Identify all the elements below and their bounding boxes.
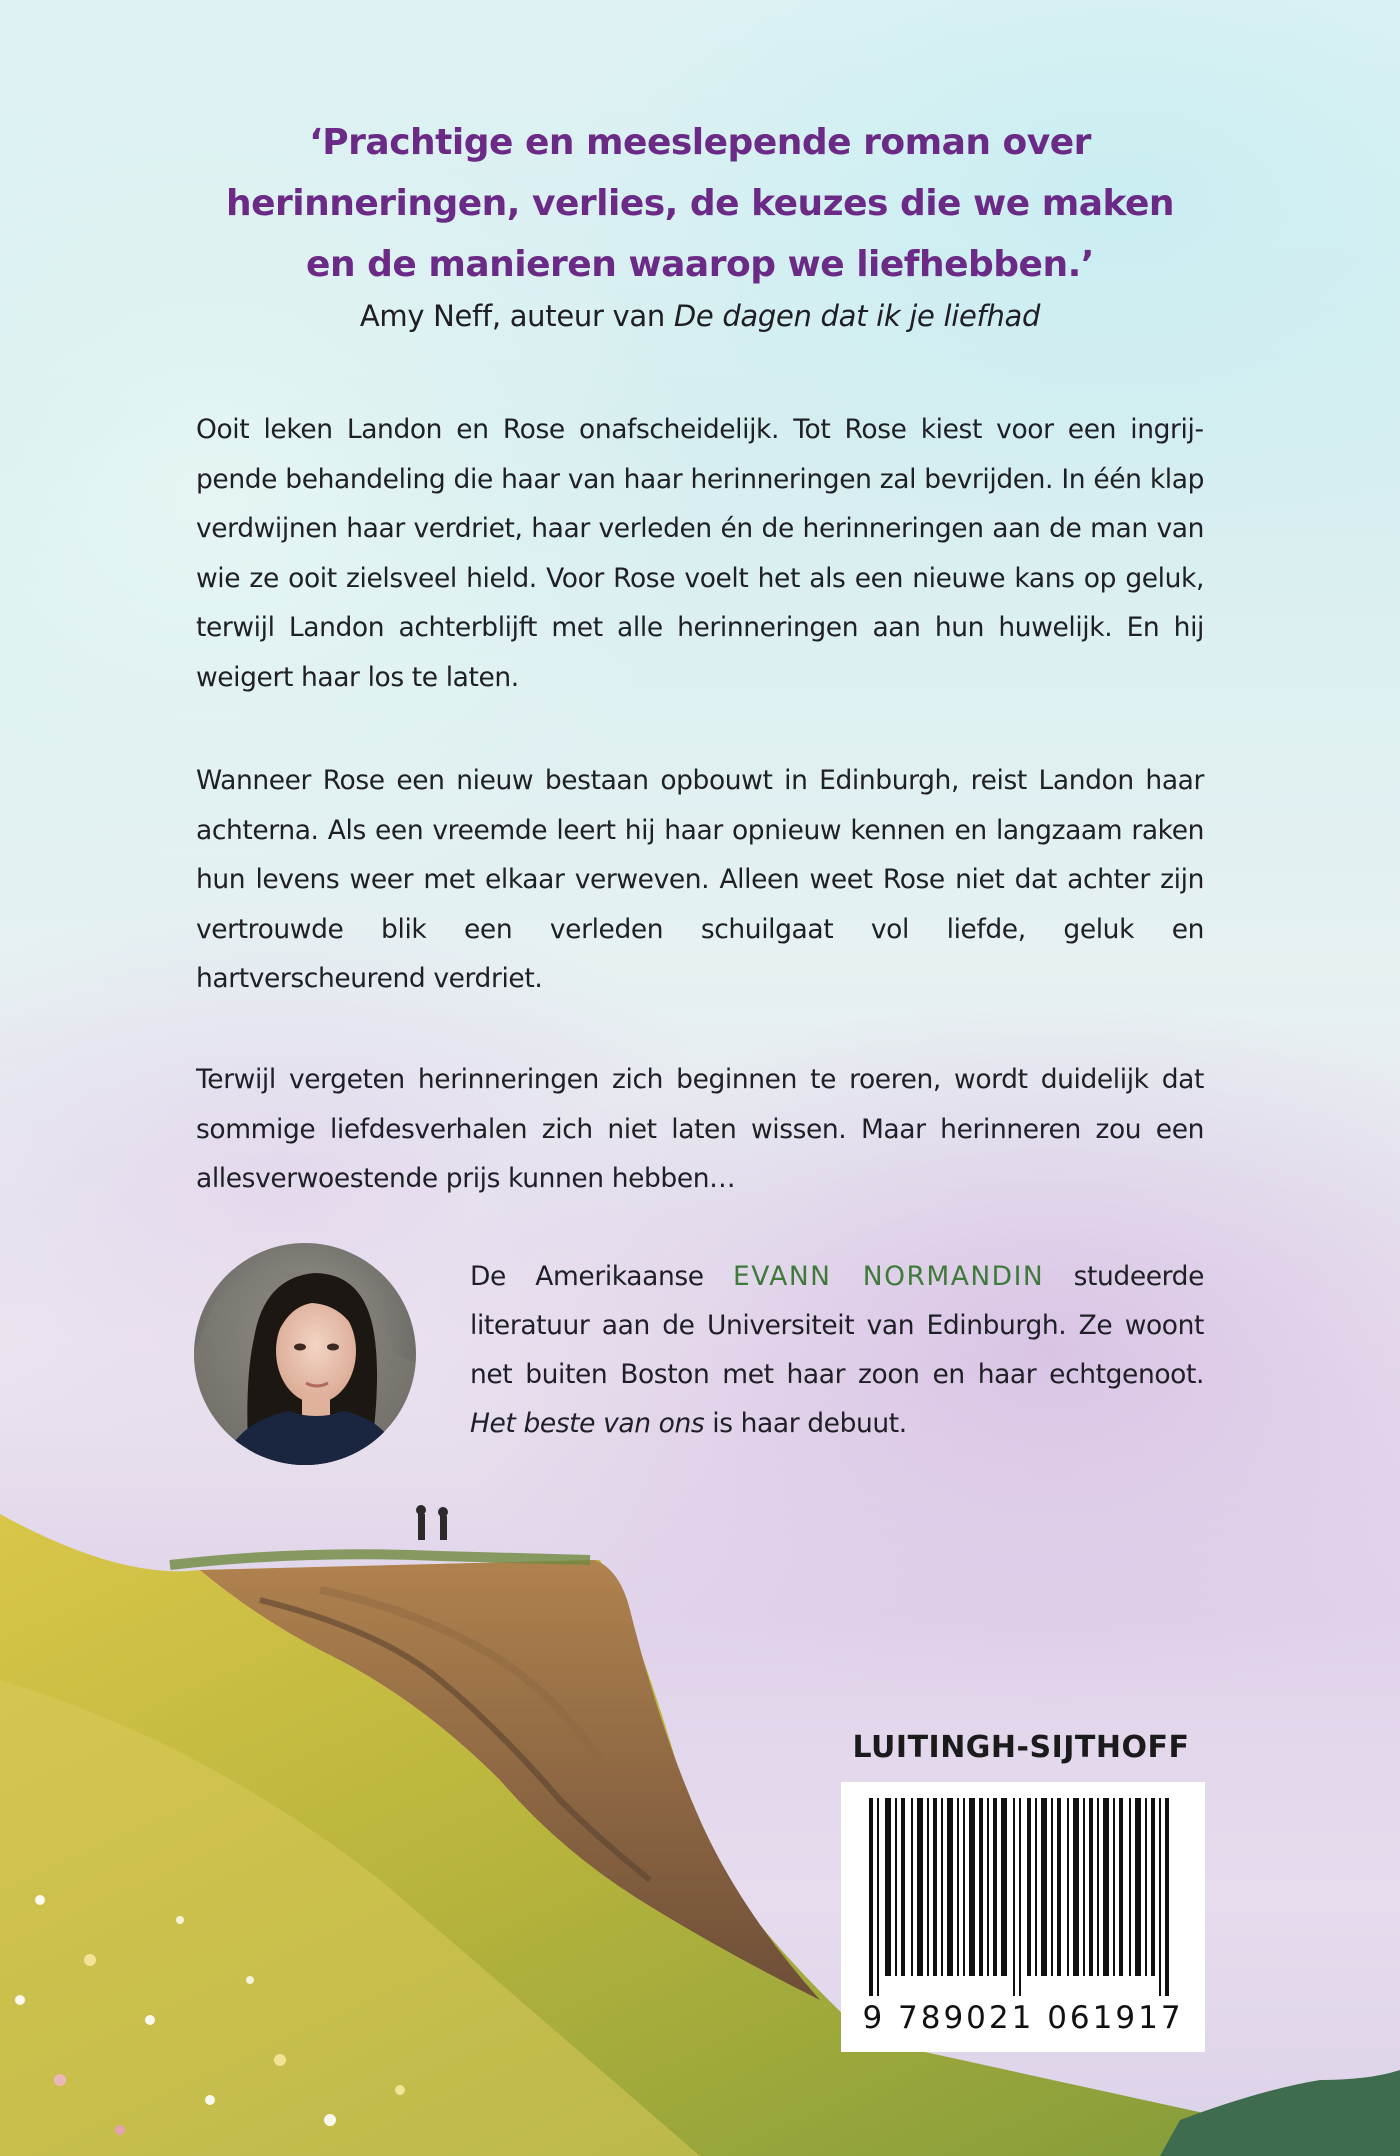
attribution-book-title: De dagen dat ik je liefhad [673,299,1041,333]
isbn-number: 9 789021 061917 [862,2000,1184,2036]
bio-middle: studeerde literatuur aan de Universiteit van Edinburgh. Ze woont net buiten Boston met haar zoon en haar echtgenoot. [470,1261,1204,1390]
quote-line: herinneringen, verlies, de keuzes die we maken [225,183,1175,224]
publisher-logo: LUITINGH-SIJTHOFF [852,1730,1190,1765]
barcode-bars [841,1782,1205,2000]
bio-suffix: is haar debuut. [704,1408,907,1439]
isbn-barcode [841,1782,1205,2052]
attribution-author: Amy Neff, auteur van [359,299,674,333]
quote-line: en de manieren waarop we liefhebben.’ [306,244,1094,285]
quote-attribution [200,296,1200,336]
blurb-paragraph-2: Wanneer Rose een nieuw bestaan opbouwt in Edinburgh, reist Landon haar achterna. Als een vreemde leert hij haar opnieuw kennen en langzaam raken hun levens weer met elkaar verweven. Alleen weet Rose niet dat achter zijn vertrouwde blik een verleden schuilgaat vol liefde, geluk en hartverscheurend verdriet. [196,765,1204,994]
quote-line: ‘Prachtige en meeslepende roman over [309,122,1091,163]
author-bio [470,1252,1204,1448]
cover-quote [200,112,1200,295]
blurb-paragraph-1: Ooit leken Landon en Rose onafscheidelijk. Tot Rose kiest voor een ingrijpende behandeling die haar van haar herinneringen zal bevrijden. In één klap verdwijnen haar verdriet, haar verleden én de herinneringen aan de man van wie ze ooit zielsveel hield. Voor Rose voelt het als een nieuwe kans op geluk, terwijl Landon achterblijft met alle herinneringen aan hun huwelijk. En hij weigert haar los te laten. [196,414,1204,693]
bio-prefix: De Amerikaanse [470,1261,734,1292]
bio-book-title: Het beste van ons [470,1408,705,1439]
author-name: EVANN NORMANDIN [733,1261,1045,1292]
author-portrait-image [194,1243,416,1465]
author-photo [194,1243,416,1465]
blurb-paragraph-3: Terwijl vergeten herinneringen zich beginnen te roeren, wordt duidelijk dat sommige liefdesverhalen zich niet laten wissen. Maar herinneren zou een allesverwoestende prijs kunnen hebben… [196,1064,1204,1194]
